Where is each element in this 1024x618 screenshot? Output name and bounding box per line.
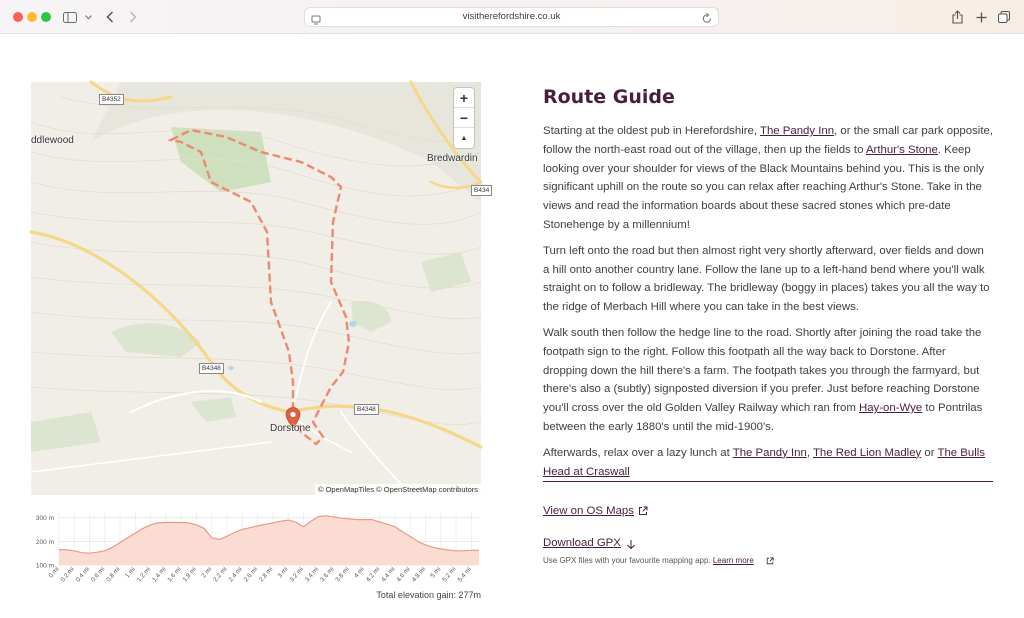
- x-tick-label: 2.2 mi: [212, 565, 229, 584]
- download-gpx-link[interactable]: Download GPX: [543, 537, 621, 549]
- x-tick-label: 5 mi: [429, 565, 443, 580]
- x-tick-label: 0.6 mi: [89, 565, 107, 584]
- arthurs-stone-link[interactable]: Arthur's Stone: [865, 143, 938, 156]
- red-lion-madley-link[interactable]: The Red Lion Madley: [812, 446, 922, 459]
- reset-bearing-button[interactable]: ▲: [460, 134, 468, 142]
- zoom-in-button[interactable]: +: [454, 88, 474, 108]
- road-shield: B4352: [99, 94, 124, 105]
- paragraph-text: ,: [806, 446, 813, 459]
- total-elevation-gain: Total elevation gain: 277m: [376, 590, 481, 600]
- paragraph-text: Walk south then follow the hedge line to the road. Shortly after joining the road take the footpath sign to the right. Follow this footpath all the way back to Dorstone. After dropping down the hill there's a farm. The footpath takes you through the farmyard, but there's also a (subtly) signposted diversion if you prefer. Just before reaching Dorstone you'll cross over the old Golden Valley Railway which ran from: [543, 326, 982, 415]
- paragraph: Turn left onto the road but then almost right very shortly afterward, over fields and down a hill onto another country lane. Follow the lane up to a left-hand bend where you'll walk straight on to follow a bridleway. The bridleway (boggy in places) takes you all the way to the ridge of Merbach Hill where you can take in the best views.: [543, 244, 990, 314]
- x-tick-label: 2.4 mi: [227, 565, 244, 584]
- forward-button[interactable]: [127, 8, 139, 26]
- road-shield: B4348: [354, 404, 379, 415]
- x-tick-label: 3.8 mi: [334, 565, 351, 584]
- road-shield: B4348: [199, 363, 224, 374]
- share-icon[interactable]: [950, 8, 964, 26]
- paragraph-text: to Pontrilas between the early 1880's until the mid-1900's.: [543, 402, 983, 433]
- map-zoom-control: [454, 88, 474, 148]
- page-title: Route Guide: [543, 86, 675, 108]
- bulls-head-craswall-link[interactable]: The Bulls Head at Craswall: [543, 446, 985, 478]
- x-tick-label: 5.4 mi: [456, 565, 473, 584]
- reload-icon[interactable]: [702, 11, 712, 29]
- elevation-chart: [31, 508, 481, 600]
- paragraph-text: Afterwards, relax over a lazy lunch at: [543, 446, 733, 459]
- y-tick-label: 300 m: [35, 515, 54, 523]
- route-guide: [543, 86, 993, 488]
- chevron-down-icon[interactable]: [83, 8, 93, 26]
- browser-toolbar: [0, 0, 1024, 34]
- gpx-note: [543, 556, 754, 565]
- paragraph-text: , or the small car park opposite, follow the north-east road out of the village, then up the fields to: [543, 125, 993, 156]
- x-tick-label: 1 mi: [123, 565, 137, 580]
- x-tick-label: 1.6 mi: [166, 565, 183, 584]
- download-arrow-icon: [626, 539, 636, 550]
- map-attribution[interactable]: © OpenMapTiles © OpenStreetMap contributors: [315, 484, 481, 495]
- tab-overview-icon[interactable]: [997, 8, 1011, 26]
- x-tick-label: 0.8 mi: [105, 565, 122, 584]
- paragraph-text: . Keep looking over your shoulder for views of the Black Mountains behind you. This is the only significant uphill on the route so you can relax after reaching Arthur's Stone. Take in the views and read the information boards about these sacred stones which pre-date Stonehenge by a millennium!: [543, 143, 985, 231]
- y-tick-label: 100 m: [35, 562, 54, 570]
- x-tick-label: 4 mi: [352, 565, 366, 580]
- x-tick-label: 2.6 mi: [242, 565, 260, 584]
- y-tick-label: 200 m: [35, 538, 54, 546]
- route-map[interactable]: [31, 82, 490, 495]
- x-tick-label: 0.2 mi: [59, 565, 76, 584]
- zoom-out-button[interactable]: −: [454, 108, 474, 128]
- paragraph: [543, 324, 993, 437]
- x-tick-label: 5.2 mi: [441, 565, 458, 584]
- x-tick-label: 2.8 mi: [257, 565, 275, 584]
- minimize-window-button[interactable]: [27, 12, 37, 22]
- road-shield: B434: [471, 185, 492, 196]
- external-link-icon: [766, 557, 774, 565]
- x-tick-label: 1.4 mi: [151, 565, 168, 584]
- x-tick-label: 4.6 mi: [395, 565, 412, 584]
- url-text[interactable]: visitherefordshire.co.uk: [462, 11, 561, 22]
- x-tick-label: 4.2 mi: [364, 565, 382, 584]
- gpx-note-text: Use GPX files with your favourite mapping app.: [543, 556, 713, 565]
- x-tick-label: 2 mi: [200, 565, 214, 580]
- x-tick-label: 3.6 mi: [319, 565, 336, 584]
- x-tick-label: 1.2 mi: [135, 565, 153, 584]
- x-tick-label: 1.8 mi: [181, 565, 198, 584]
- x-tick-label: 3.4 mi: [303, 565, 321, 584]
- paragraph: [543, 444, 993, 482]
- x-tick-label: 3.2 mi: [288, 565, 305, 584]
- learn-more-link[interactable]: Learn more: [712, 556, 754, 565]
- x-tick-label: 3 mi: [276, 565, 290, 580]
- x-tick-label: 4.4 mi: [380, 565, 397, 584]
- x-tick-label: 0.4 mi: [74, 565, 92, 584]
- x-tick-label: 4.8 mi: [410, 565, 428, 584]
- sidebar-toggle-icon[interactable]: [62, 8, 78, 26]
- pandy-inn-link[interactable]: The Pandy Inn: [732, 446, 807, 459]
- maximize-window-button[interactable]: [41, 12, 51, 22]
- divider: [543, 481, 993, 482]
- paragraph-text: Starting at the oldest pub in Herefordshire,: [543, 125, 760, 137]
- address-bar[interactable]: [304, 7, 719, 27]
- map-place-label: ddlewood: [31, 135, 74, 146]
- external-link-icon: [638, 506, 648, 516]
- map-place-label: Bredwardin: [427, 153, 478, 164]
- x-tick-label: 0 mi: [47, 565, 61, 580]
- map-place-label: Dorstone: [270, 423, 311, 434]
- map-tiles: [31, 82, 481, 495]
- paragraph: [543, 122, 993, 235]
- view-on-os-maps-link[interactable]: View on OS Maps: [543, 505, 634, 517]
- back-button[interactable]: [104, 8, 116, 26]
- pandy-inn-link[interactable]: The Pandy Inn: [759, 125, 835, 137]
- paragraph-text: or: [921, 446, 938, 459]
- close-window-button[interactable]: [13, 12, 23, 22]
- hay-on-wye-link[interactable]: Hay-on-Wye: [858, 402, 923, 415]
- new-tab-icon[interactable]: [974, 8, 988, 26]
